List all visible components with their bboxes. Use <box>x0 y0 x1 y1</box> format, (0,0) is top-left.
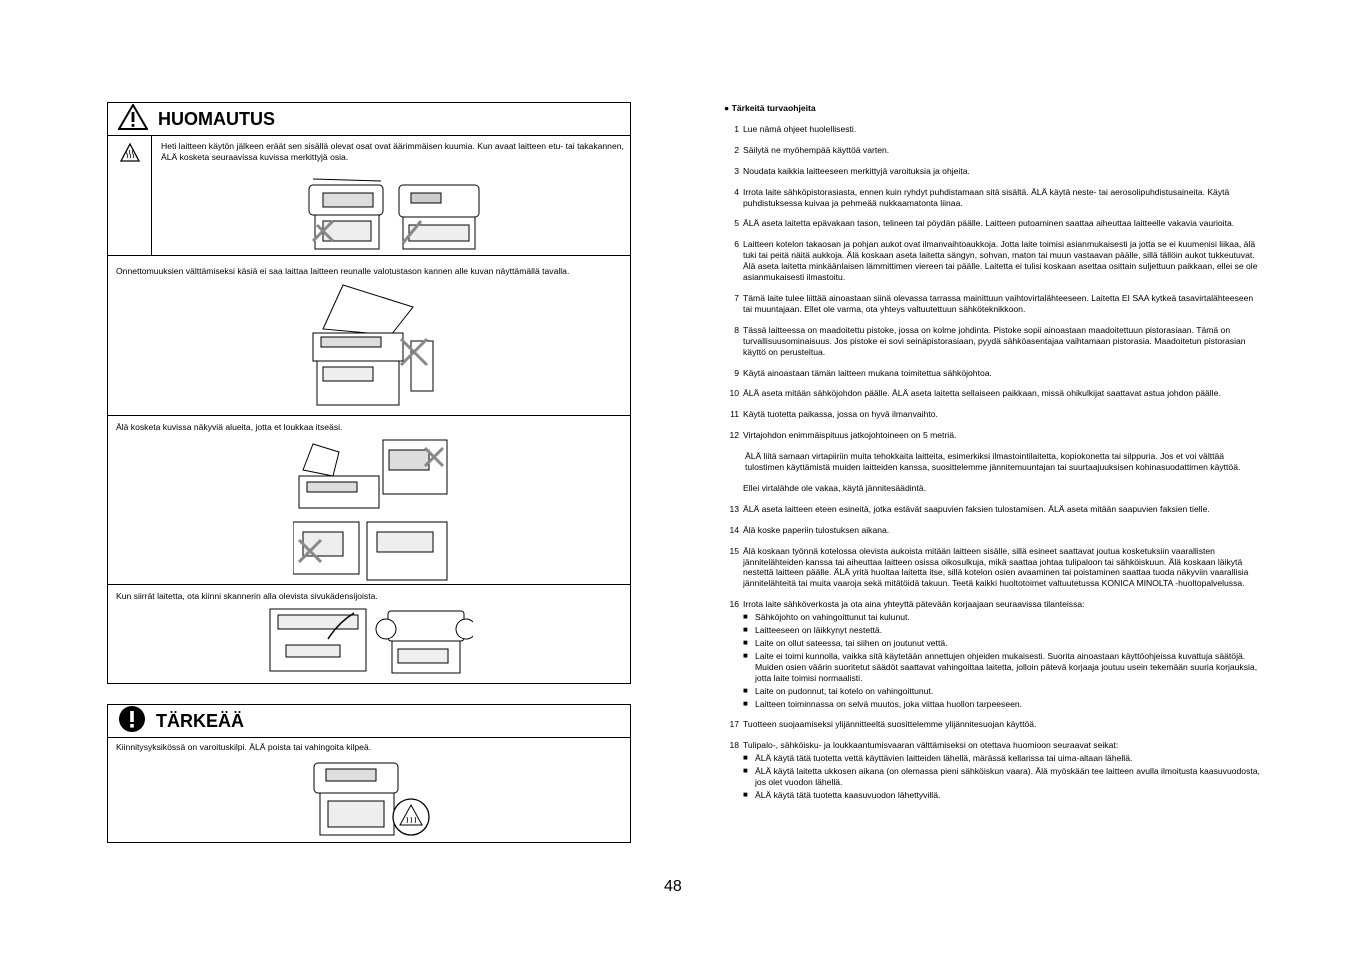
tarkeaa-box <box>107 704 631 843</box>
item12-extra2: Ellei virtalähde ole vakaa, käytä jännitesäädintä. <box>743 482 926 493</box>
list-item <box>724 740 1264 801</box>
item12-extra1: ÄLÄ liitä samaan virtapiiriin muita tehokkaita laitteita, esimerkiksi ilmastointilaitetta, kopiokonetta tai silppuria. Jos et voi välttää tulostimen käyttämistä muiden laitteiden kanssa, suosittelemme jännitemuuntajan tai suurtaajuuksisen kohinasuodattimen käyttöä. <box>745 451 1241 473</box>
hot-surface-icon <box>120 143 140 167</box>
tarkeaa-title: TÄRKEÄÄ <box>156 710 244 731</box>
huomautus-box <box>107 102 631 684</box>
bullet-item <box>743 790 1264 801</box>
bullet-text: Sähköjohto on vahingoittunut tai kulunut. <box>755 612 910 623</box>
exclamation-icon <box>118 705 146 738</box>
handles-text: Kun siirrät laitetta, ota kiinni skannerin alla olevista sivukädensijoista. <box>116 591 378 601</box>
list-item <box>724 546 1264 590</box>
item-text: Tämä laite tulee liittää ainoastaan siinä olevassa tarrassa mainittuun vaihtovirtalähteeseen. Laitetta EI SAA kytkeä tasavirtalähteeseen tai muuntajaan. Ellet ole varma, ota yhteys valtuutettuun sähköteknikkoon. <box>743 292 1254 314</box>
item-text: Irrota laite sähköpistorasiasta, ennen kuin ryhdyt puhdistamaan sitä sisältä. ÄLÄ käytä neste- tai aerosolipuhdistusaineita. Käytä puhdistuksessa kuivaa ja pehmeää nukkaamatonta liinaa. <box>743 186 1230 208</box>
huomautus-header <box>108 103 630 136</box>
item-text: ÄLÄ aseta laitteen eteen esineitä, jotka estävät saapuvien faksien tulostamisen. ÄLÄ aseta mitään saapuvien faksien tielle. <box>743 503 1210 514</box>
tarkeaa-header <box>108 705 630 738</box>
list-item <box>724 293 1264 315</box>
square-bullet-icon: ■ <box>743 685 748 695</box>
item-number: 5 <box>734 218 739 229</box>
safety-heading-row <box>724 103 1264 114</box>
item-number: 16 <box>729 599 739 610</box>
list-item <box>724 409 1264 420</box>
item-number: 15 <box>729 545 739 556</box>
item-number: 9 <box>734 367 739 378</box>
item-number: 13 <box>729 503 739 514</box>
square-bullet-icon: ■ <box>743 625 748 635</box>
bullet-item <box>743 638 1264 649</box>
pinch-areas-section <box>108 416 630 585</box>
warning-triangle-icon <box>118 104 148 135</box>
item-text: Virtajohdon enimmäispituus jatkojohtoineen on 5 metriä. <box>743 430 957 441</box>
list-item <box>724 325 1264 358</box>
bullet-item <box>743 686 1264 697</box>
bullet-item <box>743 699 1264 710</box>
bullet-item <box>743 651 1264 684</box>
safety-list <box>724 124 1264 441</box>
item-text: Älä koske paperiin tulostuksen aikana. <box>743 524 890 535</box>
item-text: Käytä ainoastaan tämän laitteen mukana toimitettua sähköjohtoa. <box>743 367 992 378</box>
item-number: 18 <box>729 740 739 751</box>
bullet-text: Laitteen toiminnassa on selvä muutos, joka viittaa huollon tarpeeseen. <box>755 698 1023 709</box>
item16-text: Irrota laite sähköverkosta ja ota aina yhteyttä pätevään korjaajaan seuraavissa tilanteissa: <box>743 599 1085 610</box>
item-number: 12 <box>729 430 739 441</box>
item-number: 10 <box>729 388 739 399</box>
square-bullet-icon: ■ <box>743 612 748 622</box>
square-bullet-icon: ■ <box>743 698 748 708</box>
item-number: 8 <box>734 324 739 335</box>
handles-illustration <box>268 605 473 675</box>
item-number: 14 <box>729 524 739 535</box>
square-bullet-icon: ■ <box>743 638 748 647</box>
list-item <box>724 145 1264 156</box>
item-number: 4 <box>734 186 739 197</box>
list-item <box>724 430 1264 441</box>
item-number: 3 <box>734 165 739 176</box>
item-text: Tässä laitteessa on maadoitettu pistoke, jossa on kolme johdinta. Pistoke sopii ainoastaan maadoitettuun pistorasiaan. Tämä on turvallisuusominaisuus. Jos pistoke ei sovi seinäpistorasiaan, pyydä sähköasentajaa vaihtamaan pistorasia. Maadoitetun pistorasian käyttö on perusteltua. <box>743 324 1246 357</box>
item-text: Säilytä ne myöhempää käyttöä varten. <box>743 144 890 155</box>
item-text: Käytä tuotetta paikassa, jossa on hyvä ilmanvaihto. <box>743 409 938 420</box>
scanner-section <box>108 256 630 416</box>
list-item <box>724 218 1264 229</box>
bullet-text: Laitteeseen on läikkynyt nestettä. <box>755 625 883 636</box>
list-item <box>724 239 1264 283</box>
list-item <box>724 388 1264 399</box>
item-text <box>743 740 1264 801</box>
item-text: ÄLÄ aseta laitetta epävakaan tason, telineen tai pöydän päälle. Laitteen putoaminen saattaa aiheuttaa laitteelle vakavia vaurioita. <box>743 218 1235 229</box>
item-number: 6 <box>734 239 739 250</box>
huomautus-title: HUOMAUTUS <box>158 108 275 129</box>
bullet-dot-icon: ● <box>724 103 730 113</box>
hot-parts-text: Heti laitteen käytön jälkeen eräät sen sisällä olevat osat ovat äärimmäisen kuumia. Kun avaat laitteen etu- tai takakannen, ÄLÄ kosketa seuraavissa kuvissa merkittyjä osia. <box>161 141 624 162</box>
scanner-text: Onnettomuuksien välttämiseksi käsiä ei saa laittaa laitteen reunalle valotustason kannen alle kuvan näyttämällä tavalla. <box>116 266 570 276</box>
bullet-text: ÄLÄ käytä tätä tuotetta kaasuvuodon lähettyvillä. <box>755 789 941 800</box>
item16-bullets <box>743 612 1264 709</box>
item18-bullets <box>743 753 1264 801</box>
handles-section <box>108 585 630 684</box>
item-number: 11 <box>730 409 739 420</box>
tarkeaa-text: Kiinnitysyksikössä on varoituskilpi. ÄLÄ poista tai vahingoita kilpeä. <box>116 742 372 752</box>
hot-parts-section <box>108 136 630 256</box>
item18-text: Tulipalo-, sähköisku- ja loukkaantumisvaaran välttämiseksi on otettava huomioon seuraavat seikat: <box>743 740 1119 751</box>
item-text: Lue nämä ohjeet huolellisesti. <box>743 123 857 134</box>
pinch-areas-illustration <box>293 436 453 581</box>
item-number: 17 <box>729 719 739 730</box>
item-text: ÄLÄ aseta mitään sähköjohdon päälle. ÄLÄ aseta laitetta sellaiseen paikkaan, missä ohikulkijat saattavat astua johdon päälle. <box>743 388 1221 399</box>
pinch-areas-text: Älä kosketa kuvissa näkyviä alueita, jotta et loukkaa itseäsi. <box>116 422 343 432</box>
item-text <box>743 599 1264 709</box>
square-bullet-icon: ■ <box>743 753 748 763</box>
bullet-text: Laite on ollut sateessa, tai siihen on joutunut vettä. <box>755 638 948 648</box>
fuser-label-illustration <box>308 755 433 840</box>
item-text: Noudata kaikkia laitteeseen merkittyjä varoituksia ja ohjeita. <box>743 165 970 176</box>
item-text: Laitteen kotelon takaosan ja pohjan aukot ovat ilmanvaihtoaukkoja. Jotta laite toimisi asianmukaisesti ja jotta se ei kuumenisi liikaa, älä tuki tai peitä näitä aukkoja. Älä koskaan aseta laitetta sängyn, sohvan, maton tai muun vastaavan päälle, sillä tällöin aukot tukkeutuvat. Älä aseta laitetta minkäänlaisen lämmittimen viereen tai päälle. Laitetta ei tulisi koskaan asettaa osittain suljettuun paikkaan, ellei se ole asianmukaisesti ilmastoitu. <box>743 239 1258 283</box>
bullet-item <box>743 753 1264 764</box>
square-bullet-icon: ■ <box>743 789 748 799</box>
list-item <box>724 719 1264 730</box>
bullet-text: Laite on pudonnut, tai kotelo on vahingoittunut. <box>755 685 934 696</box>
list-item <box>724 124 1264 135</box>
bullet-text: ÄLÄ käytä tätä tuotetta vettä käyttävien laitteiden lähellä, märässä kellarissa tai uima-altaan lähellä. <box>755 753 1133 764</box>
list-item <box>724 166 1264 177</box>
item-number: 2 <box>734 144 739 155</box>
bullet-item <box>743 625 1264 636</box>
item-text: Tuotteen suojaamiseksi ylijännitteeltä suosittelemme ylijännitesuojan käyttöä. <box>743 719 1037 730</box>
safety-instructions <box>724 103 1264 811</box>
list-item <box>724 504 1264 515</box>
bullet-text: Laite ei toimi kunnolla, vaikka sitä käytetään annettujen ohjeiden mukaisesti. Suorita ainoastaan käyttöohjeissa kuvattuja säätöjä. Muiden osien väärin suoritetut säädöt saattavat vahingoittaa laitetta, jolloin pätevä korjaaja joutuu usein tekemään suuria korjauksia, jotta laite toimisi normaalisti. <box>755 650 1258 683</box>
bullet-text: ÄLÄ käytä laitetta ukkosen aikana (on olemassa pieni sähköiskun vaara). Älä myöskään tee laitteen avulla ilmoitusta kaasuvuodosta, jos olet vuodon lähellä. <box>755 766 1260 788</box>
scanner-illustration <box>303 281 453 411</box>
page-number: 48 <box>664 878 682 895</box>
square-bullet-icon: ■ <box>743 650 748 660</box>
bullet-item <box>743 612 1264 623</box>
list-item <box>724 187 1264 209</box>
list-item <box>724 368 1264 379</box>
item-text: Älä koskaan työnnä kotelossa olevista aukoista mitään laitteen sisälle, sillä esineet saattavat joutua kosketuksiin vaarallisten jännitelähteiden kanssa tai aiheuttaa laitteen osissa oikosulkuja, mikä saattaa johtaa tulipaloon tai sähköiskuun. Älä koskaan läikytä nestettä laitteen päälle. ÄLÄ yritä huoltaa laitetta itse, sillä kotelon osien avaaminen tai poistaminen saattaa tuoda näkyviin vaarallisia jännitelähteitä tai muita vaaroja sekä mitätöidä takuun. Teetä kaikki huoltotoimet valtuutetussa KONICA MINOLTA -huoltopalvelussa. <box>743 545 1249 589</box>
list-item <box>724 599 1264 709</box>
safety-list-continued <box>724 504 1264 589</box>
item-number: 7 <box>734 292 739 303</box>
list-item <box>724 525 1264 536</box>
safety-heading: Tärkeitä turvaohjeita <box>731 103 816 113</box>
hot-parts-illustration <box>303 171 588 253</box>
square-bullet-icon: ■ <box>743 766 748 776</box>
item-number: 1 <box>734 123 739 134</box>
bullet-item <box>743 766 1264 788</box>
